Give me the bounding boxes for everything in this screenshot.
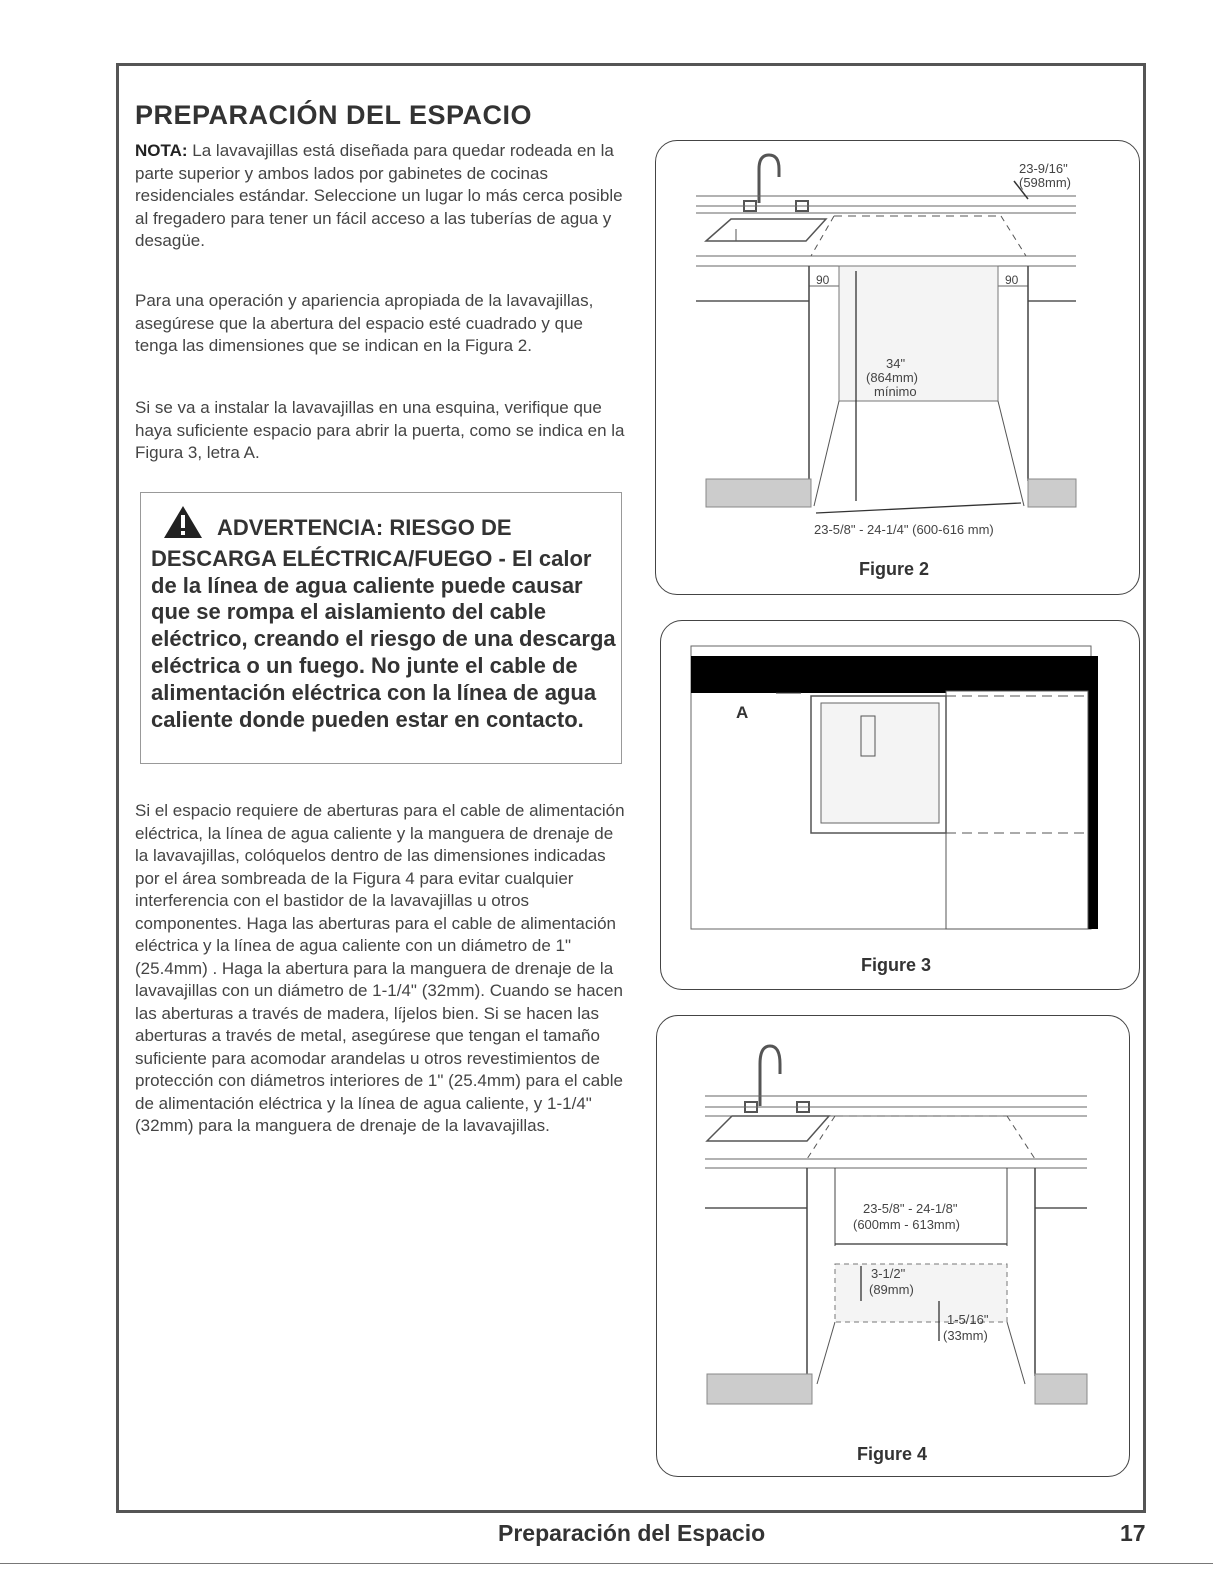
note-text: La lavavajillas está diseñada para quedar rodeada en la parte superior y ambos lados por gabinetes de cocinas residenciales estándar. Seleccione un lugar lo más cerca posible al fregadero para tener un fácil acceso a las tuberías de agua y desagüe. (135, 141, 623, 250)
zone-in-label: 3-1/2" (871, 1266, 906, 1281)
depth-in-label: 23-9/16" (1019, 161, 1068, 176)
figure-2-diagram (656, 141, 1141, 596)
figure-3-diagram (661, 621, 1141, 991)
figure-4-caption: Figure 4 (857, 1444, 928, 1464)
warning-triangle-icon (163, 505, 203, 546)
gap-mm-label: (33mm) (943, 1328, 988, 1343)
warning-box (140, 492, 622, 764)
bottom-rule (0, 1563, 1213, 1564)
corner-paragraph: Si se va a instalar la lavavajillas en una esquina, verifique que haya suficiente espacio para abrir la puerta, como se indica en la Figura 3, letra A. (135, 398, 625, 462)
figure-4-diagram (657, 1016, 1131, 1478)
figure-3-letter-a: A (736, 703, 749, 722)
figure-2-caption: Figure 2 (859, 559, 930, 579)
height-in-label: 34" (886, 356, 906, 371)
note-paragraph (135, 140, 625, 253)
width-in-label: 23-5/8" - 24-1/8" (863, 1201, 958, 1216)
figure-4-box (656, 1015, 1130, 1477)
openings-paragraph: Si el espacio requiere de aberturas para el cable de alimentación eléctrica, la línea de agua caliente y la manguera de drenaje de la lavavajillas, colóquelos dentro de las dimensiones indicadas por el área sombreada de la Figura 4 para evitar cualquier interferencia con el bastidor de la lavavajillas u otros componentes. Haga las aberturas para el cable de alimentación eléctrica y la línea de agua caliente con un diámetro de 1" (25.4mm) . Haga la abertura para la manguera de drenaje de la lavavajillas con un diámetro de 1-1/4" (32mm). Cuando se hacen las aberturas a través de madera, líjelos bien. Si se hacen las aberturas a través de metal, asegúrese que tengan el tamaño suficiente para acomodar arandelas u otros revestimientos de protección con diámetros interiores de 1" (25.4mm) para el cable de alimentación eléctrica y la línea de agua caliente, y 1-1/4" (32mm) para la manguera de drenaje de la lavavajillas. (135, 801, 625, 1135)
gap-in-label: 1-5/16" (947, 1312, 989, 1327)
height-mm-label: (864mm) (866, 370, 919, 385)
width-mm-label: (600mm - 613mm) (853, 1217, 960, 1232)
warning-paragraph (151, 505, 617, 733)
zone-mm-label: (89mm) (869, 1282, 914, 1297)
angle-left-label: 90 (816, 273, 830, 287)
figure-3-box (660, 620, 1140, 990)
section-title: PREPARACIÓN DEL ESPACIO (135, 100, 533, 130)
figure-3-caption: Figure 3 (861, 955, 932, 975)
opening-paragraph: Para una operación y apariencia apropiada de la lavavajillas, asegúrese que la abertura del espacio esté cuadrado y que tenga las dimensiones que se indican en la Figura 2. (135, 291, 594, 355)
figure-2-box (655, 140, 1140, 595)
page-number: 17 (1120, 1520, 1146, 1546)
angle-right-label: 90 (1005, 273, 1019, 287)
footer-title: Preparación del Espacio (498, 1520, 766, 1546)
note-label: NOTA: (135, 141, 188, 160)
warning-text: ADVERTENCIA: RIESGO DE DESCARGA ELÉCTRICA/FUEGO - El calor de la línea de agua caliente puede causar que se rompa el aislamiento del cable eléctrico, creando el riesgo de una descarga eléctrica o un fuego. No junte el cable de alimentación eléctrica con la línea de agua caliente donde pueden estar en contacto. (151, 515, 616, 732)
depth-mm-label: (598mm) (1019, 175, 1072, 190)
width-label: 23-5/8" - 24-1/4" (600-616 mm) (814, 522, 994, 537)
height-note-label: mínimo (874, 384, 917, 399)
